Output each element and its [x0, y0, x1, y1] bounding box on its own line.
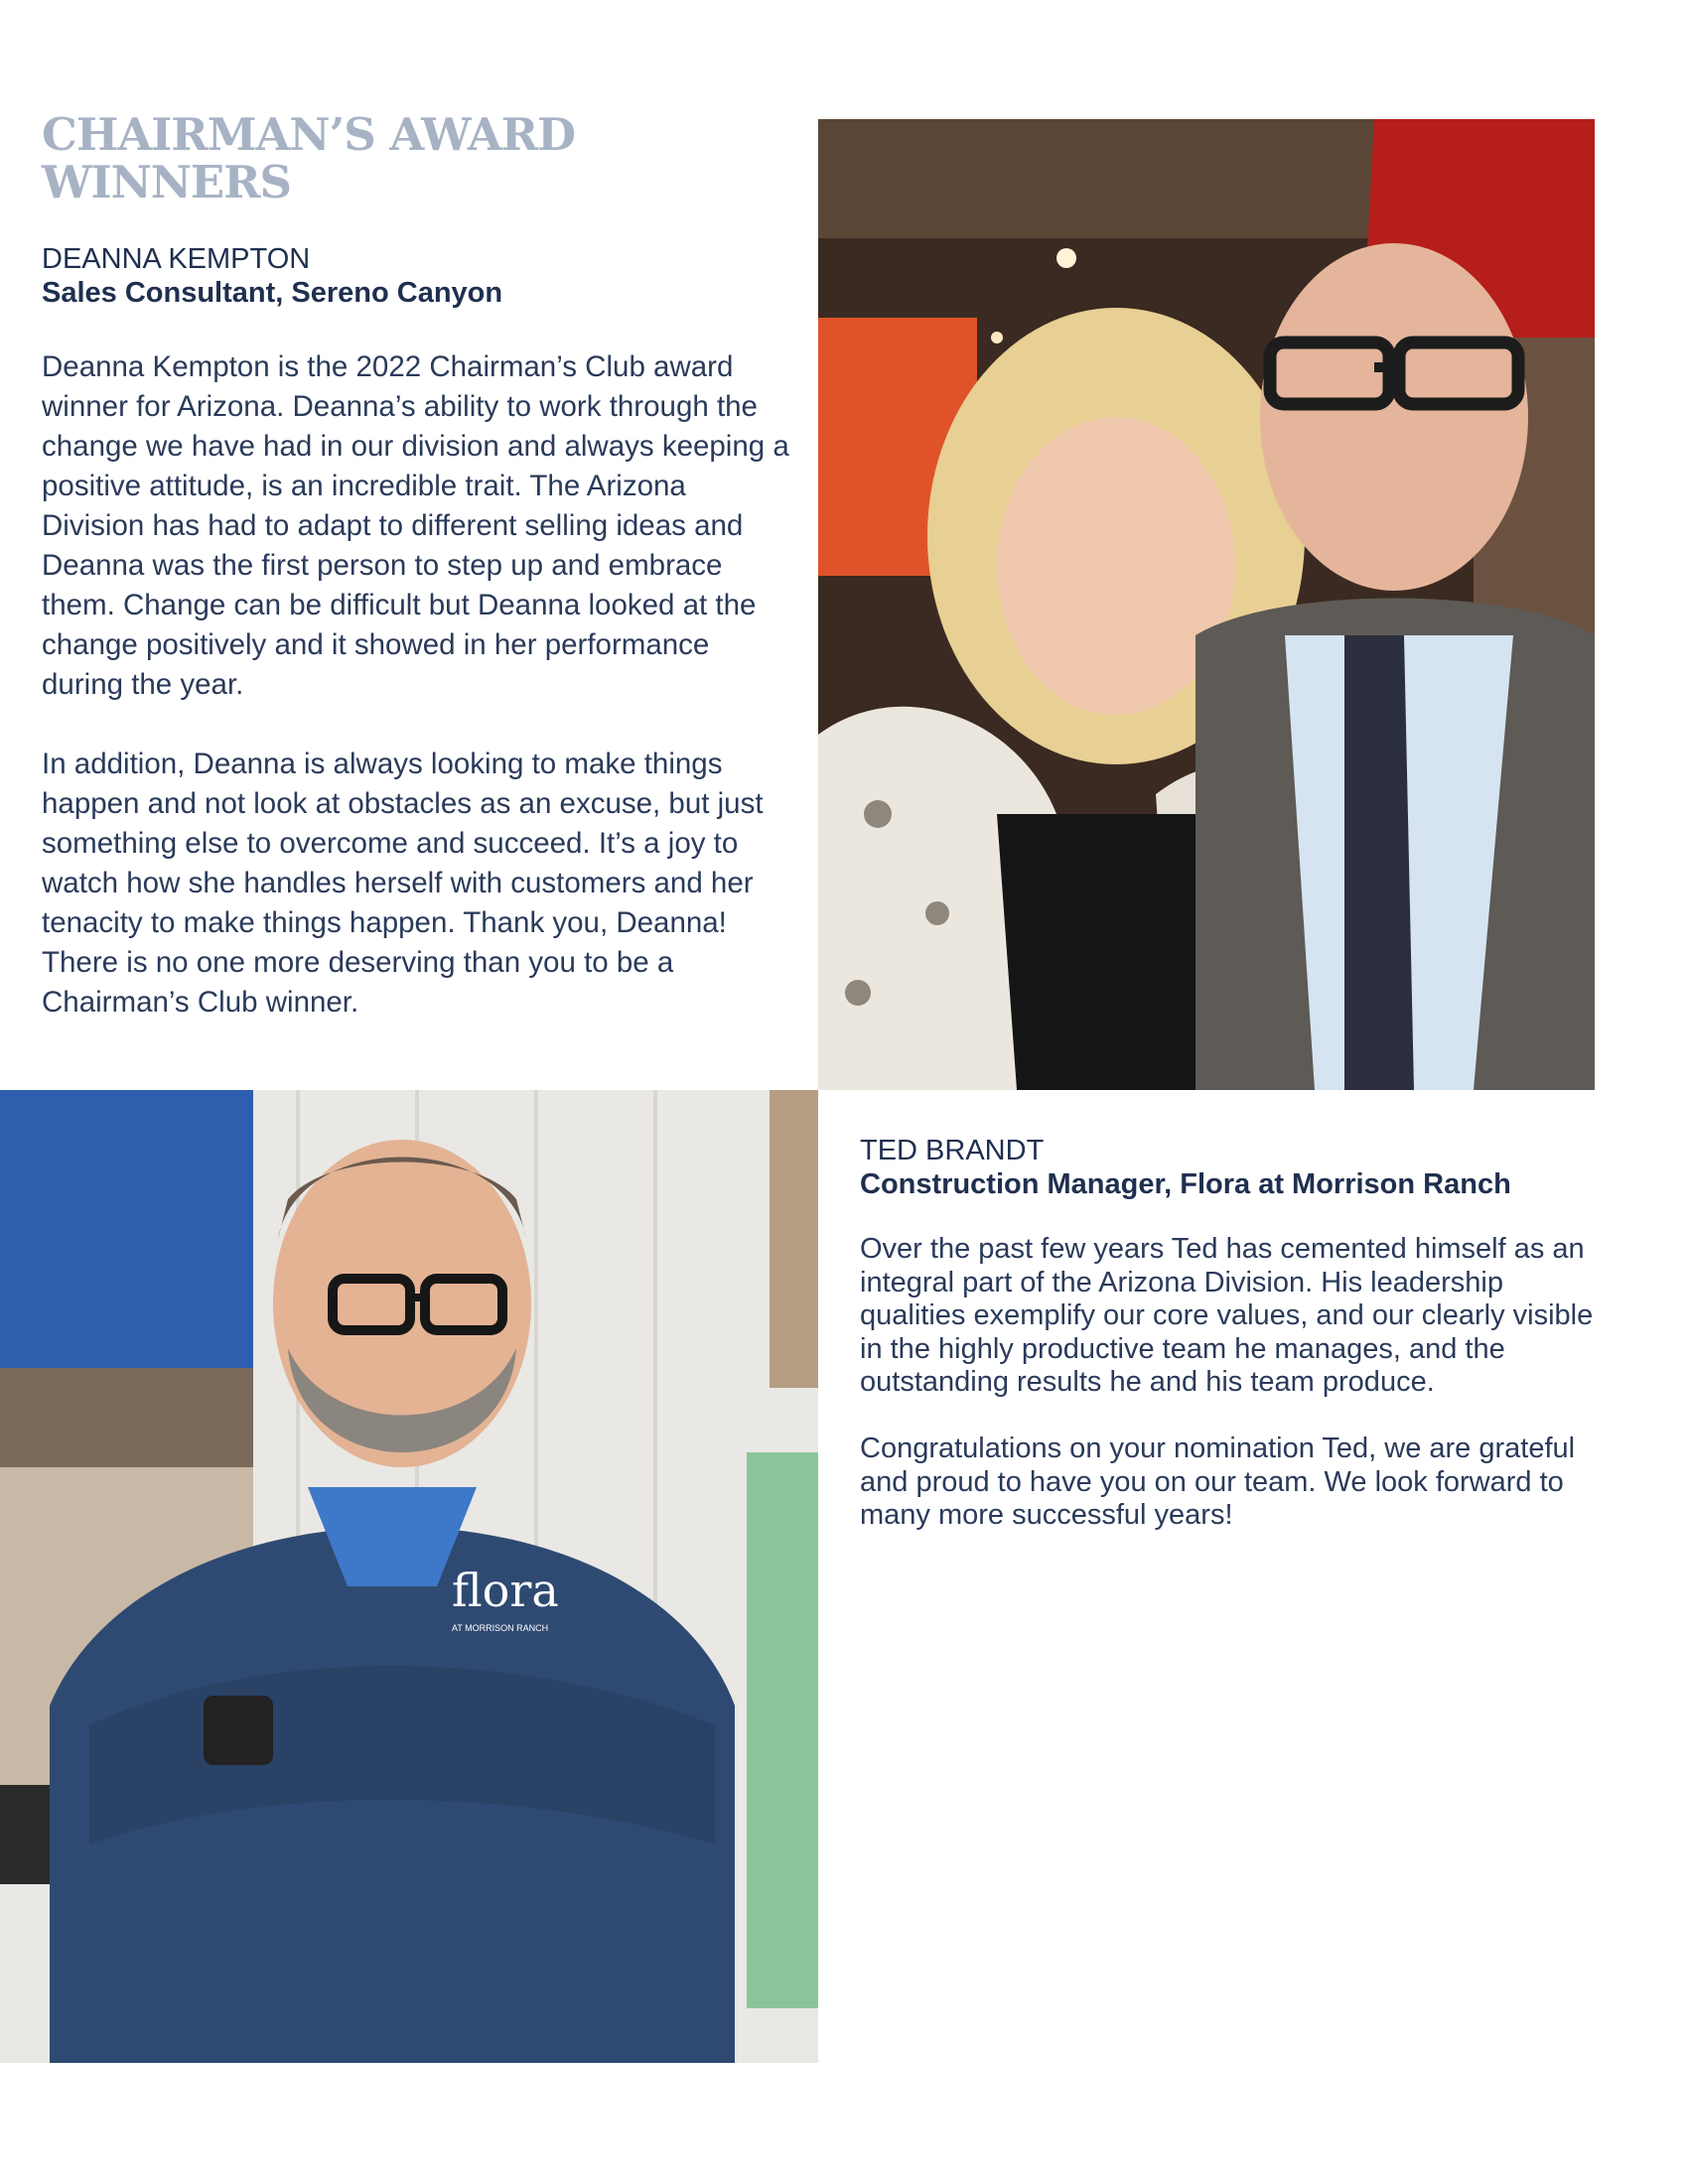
- ted-bio: [860, 1233, 1595, 1566]
- ted-heading: [860, 1134, 1511, 1201]
- ted-photo-image: [0, 1090, 818, 2063]
- ted-bio-paragraph-1: Over the past few years Ted has cemented himself as an integral part of the Arizona Division. His leadership qualities exemplify our core values, and our clearly visible in the highly productive team he manages, and the outstanding results he and his team produce.: [860, 1233, 1594, 1398]
- deanna-photo-image: [818, 119, 1595, 1090]
- deanna-bio-paragraph-2: In addition, Deanna is always looking to make things happen and not look at obstacles as an excuse, but just something else to overcome and succeed. It’s a joy to watch how she handles herself with customers and her tenacity to make things happen. Thank you, Deanna! There is no one more deserving than you to be a Chairman’s Club winner.: [42, 748, 764, 1019]
- deanna-bio: [42, 347, 796, 1062]
- page-title-line1: CHAIRMAN’S AWARD: [42, 108, 576, 161]
- deanna-heading: [42, 242, 502, 310]
- ted-bio-paragraph-2: Congratulations on your nomination Ted, we are grateful and proud to have you on our team. We look forward to many more successful years!: [860, 1433, 1576, 1531]
- deanna-bio-paragraph-1: Deanna Kempton is the 2022 Chairman’s Club award winner for Arizona. Deanna’s ability to work through the change we have had in our division and always keeping a positive attitude, is an incredible trait. The Arizona Division has had to adapt to different selling ideas and Deanna was the first person to step up and embrace them. Change can be difficult but Deanna looked at the change positively and it showed in her performance during the year.: [42, 350, 789, 701]
- ted-role: Construction Manager, Flora at Morrison Ranch: [860, 1168, 1511, 1200]
- ted-photo: [0, 1090, 818, 2063]
- page-title: [42, 108, 737, 208]
- flora-logo-subtext: AT MORRISON RANCH: [452, 1623, 549, 1633]
- deanna-name: DEANNA KEMPTON: [42, 243, 311, 275]
- page-title-line2: WINNERS: [42, 156, 292, 208]
- ted-name: TED BRANDT: [860, 1135, 1045, 1166]
- deanna-role: Sales Consultant, Sereno Canyon: [42, 277, 503, 309]
- deanna-photo: [818, 119, 1595, 1090]
- flora-logo: flora: [452, 1564, 559, 1617]
